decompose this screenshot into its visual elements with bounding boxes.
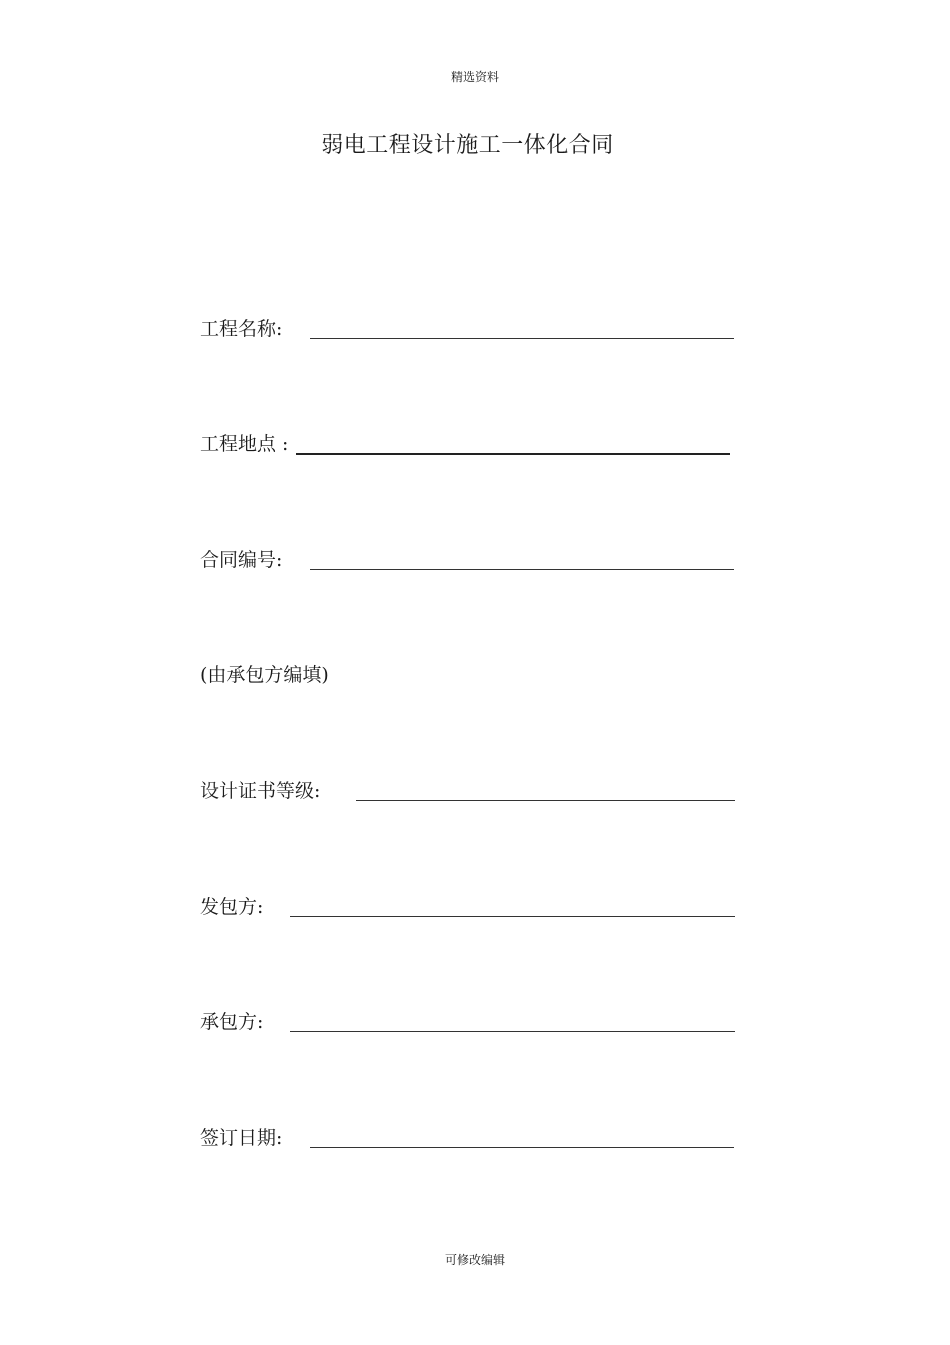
project-name-label: 工程名称: <box>200 318 283 340</box>
contractor-input-line[interactable] <box>290 1031 735 1032</box>
project-name-field <box>200 314 740 342</box>
project-name-input-line[interactable] <box>310 338 734 339</box>
project-location-label: 工程地点 : <box>200 433 289 455</box>
footer-note: 可修改编辑 <box>444 1253 505 1267</box>
signing-date-input-line[interactable] <box>310 1147 734 1148</box>
contract-number-field <box>200 545 740 573</box>
employer-input-line[interactable] <box>290 916 735 917</box>
signing-date-field <box>200 1123 740 1151</box>
design-certificate-grade-input-line[interactable] <box>356 800 735 801</box>
project-location-field <box>200 429 740 457</box>
employer-label: 发包方: <box>200 896 264 918</box>
document-title: 弱电工程设计施工一体化合同 <box>321 133 614 158</box>
design-certificate-grade-label: 设计证书等级: <box>200 780 321 802</box>
design-certificate-grade-field <box>200 776 740 804</box>
contractor-field <box>200 1007 740 1035</box>
contract-number-note: (由承包方编填) <box>200 664 329 686</box>
employer-field <box>200 892 740 920</box>
contract-number-input-line[interactable] <box>310 569 734 570</box>
contractor-label: 承包方: <box>200 1011 264 1033</box>
signing-date-label: 签订日期: <box>200 1127 283 1149</box>
project-location-input-line[interactable] <box>296 453 730 455</box>
contract-number-label: 合同编号: <box>200 549 283 571</box>
header-note: 精选资料 <box>450 70 499 84</box>
